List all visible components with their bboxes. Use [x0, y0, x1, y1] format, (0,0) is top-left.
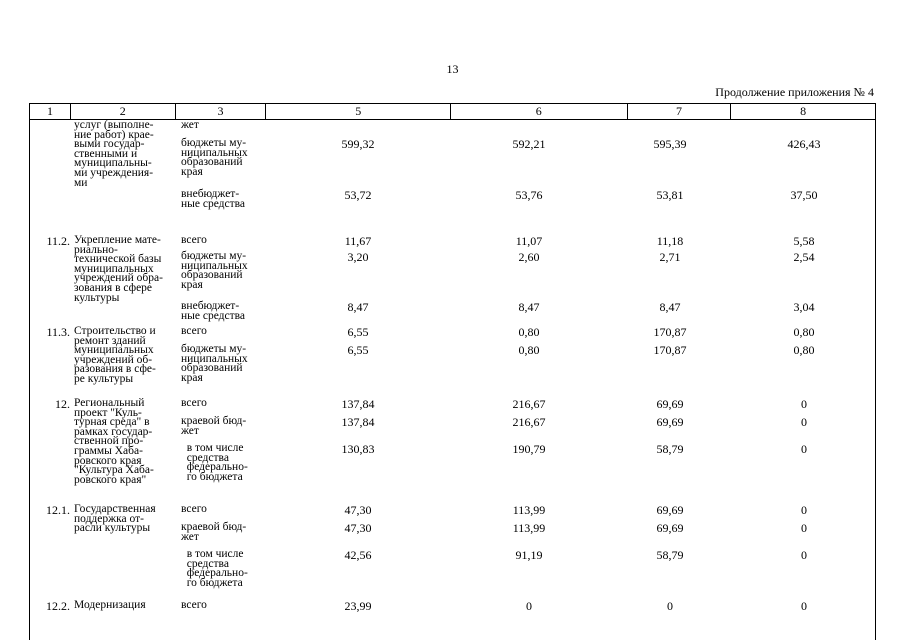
value-7: 11,18 — [656, 234, 684, 248]
value-7: 69,69 — [656, 397, 684, 411]
value-8: 0 — [801, 548, 807, 562]
value-8: 0 — [801, 397, 807, 411]
header-col-1: 1 — [30, 104, 71, 119]
value-5: 42,56 — [344, 548, 372, 562]
value-6: 53,76 — [515, 188, 543, 202]
value-7: 58,79 — [656, 442, 684, 456]
value-7: 69,69 — [656, 503, 684, 517]
value-6: 91,19 — [515, 548, 543, 562]
row-name: Государственная поддержка от- расли культуры — [74, 503, 156, 535]
funding-source-label: всего — [181, 599, 207, 611]
value-8: 2,54 — [793, 250, 815, 264]
table-body — [29, 119, 876, 640]
funding-source-label: внебюджет- ные средства — [181, 300, 246, 322]
funding-source-label: бюджеты му- ниципальных образований края — [181, 343, 248, 384]
row-number: 12.2. — [46, 599, 70, 613]
funding-source-label: в том числе средства федерально- го бюджета — [186, 442, 248, 483]
continuation-label: Продолжение приложения № 4 — [715, 85, 874, 99]
value-8: 0 — [801, 599, 807, 613]
value-5: 47,30 — [344, 503, 372, 517]
funding-source-label: в том числе средства федерально- го бюджета — [186, 548, 248, 589]
value-5: 3,20 — [347, 250, 369, 264]
value-7: 170,87 — [653, 325, 687, 339]
value-7: 170,87 — [653, 343, 687, 357]
value-7: 69,69 — [656, 415, 684, 429]
value-6: 592,21 — [512, 137, 546, 151]
value-6: 216,67 — [512, 415, 546, 429]
value-6: 0 — [526, 599, 532, 613]
value-6: 11,07 — [515, 234, 543, 248]
funding-source-label: бюджеты му- ниципальных образований края — [181, 137, 248, 178]
value-6: 2,60 — [518, 250, 540, 264]
value-8: 3,04 — [793, 300, 815, 314]
value-6: 113,99 — [512, 503, 546, 517]
value-8: 0,80 — [793, 325, 815, 339]
funding-source-label: краевой бюд- жет — [181, 521, 247, 543]
row-number: 11.3. — [46, 325, 70, 339]
funding-source-label: внебюджет- ные средства — [181, 188, 246, 210]
value-5: 47,30 — [344, 521, 372, 535]
value-5: 137,84 — [341, 415, 375, 429]
header-col-8: 8 — [800, 104, 807, 118]
value-5: 599,32 — [341, 137, 375, 151]
value-8: 37,50 — [790, 188, 818, 202]
value-8: 0,80 — [793, 343, 815, 357]
row-number: 12.1. — [46, 503, 70, 517]
funding-source-label: жет — [181, 119, 199, 131]
value-6: 113,99 — [512, 521, 546, 535]
value-5: 6,55 — [347, 325, 369, 339]
value-6: 216,67 — [512, 397, 546, 411]
value-6: 0,80 — [518, 325, 540, 339]
value-5: 23,99 — [344, 599, 372, 613]
table-header — [29, 103, 876, 120]
value-7: 69,69 — [656, 521, 684, 535]
funding-source-label: всего — [181, 397, 207, 409]
value-6: 8,47 — [518, 300, 540, 314]
value-5: 8,47 — [347, 300, 369, 314]
row-name: Строительство и ремонт зданий муниципальных учреждений об- разования в сфе- ре культуры — [74, 325, 156, 385]
table-border-left — [29, 119, 30, 640]
header-col-2: 2 — [71, 104, 176, 119]
value-5: 137,84 — [341, 397, 375, 411]
funding-source-label: бюджеты му- ниципальных образований края — [181, 250, 248, 291]
funding-source-label: всего — [181, 234, 207, 246]
value-7: 8,47 — [659, 300, 681, 314]
row-number: 12. — [55, 397, 70, 411]
value-7: 53,81 — [656, 188, 684, 202]
value-8: 0 — [801, 442, 807, 456]
value-8: 5,58 — [793, 234, 815, 248]
page-number: 13 — [446, 62, 459, 76]
header-col-5: 5 — [266, 104, 451, 119]
value-7: 0 — [667, 599, 673, 613]
value-7: 58,79 — [656, 548, 684, 562]
funding-source-label: всего — [181, 325, 207, 337]
value-8: 0 — [801, 521, 807, 535]
header-col-7: 7 — [628, 104, 732, 119]
row-name: услуг (выполне- ние работ) крае- выми государ- ственными и муниципальны- ми учреждения- ми — [74, 119, 154, 189]
table-border-right — [875, 119, 876, 640]
value-7: 595,39 — [653, 137, 687, 151]
value-8: 426,43 — [787, 137, 821, 151]
value-5: 11,67 — [344, 234, 372, 248]
funding-source-label: всего — [181, 503, 207, 515]
value-6: 0,80 — [518, 343, 540, 357]
row-name: Модернизация — [74, 599, 146, 611]
value-8: 0 — [801, 415, 807, 429]
row-number: 11.2. — [46, 234, 70, 248]
value-8: 0 — [801, 503, 807, 517]
value-5: 6,55 — [347, 343, 369, 357]
value-5: 130,83 — [341, 442, 375, 456]
funding-source-label: краевой бюд- жет — [181, 415, 247, 437]
row-name: Региональный проект "Куль- турная среда" в рамках государ- ственной про- граммы Хаба- ровского края "Культура Хаба- ровского края" — [74, 397, 154, 486]
value-6: 190,79 — [512, 442, 546, 456]
header-col-6: 6 — [451, 104, 628, 119]
value-7: 2,71 — [659, 250, 681, 264]
value-5: 53,72 — [344, 188, 372, 202]
header-col-3: 3 — [176, 104, 267, 119]
row-name: Укрепление мате- риально- технической базы муниципальных учреждений обра- зования в сфере культуры — [74, 234, 163, 304]
